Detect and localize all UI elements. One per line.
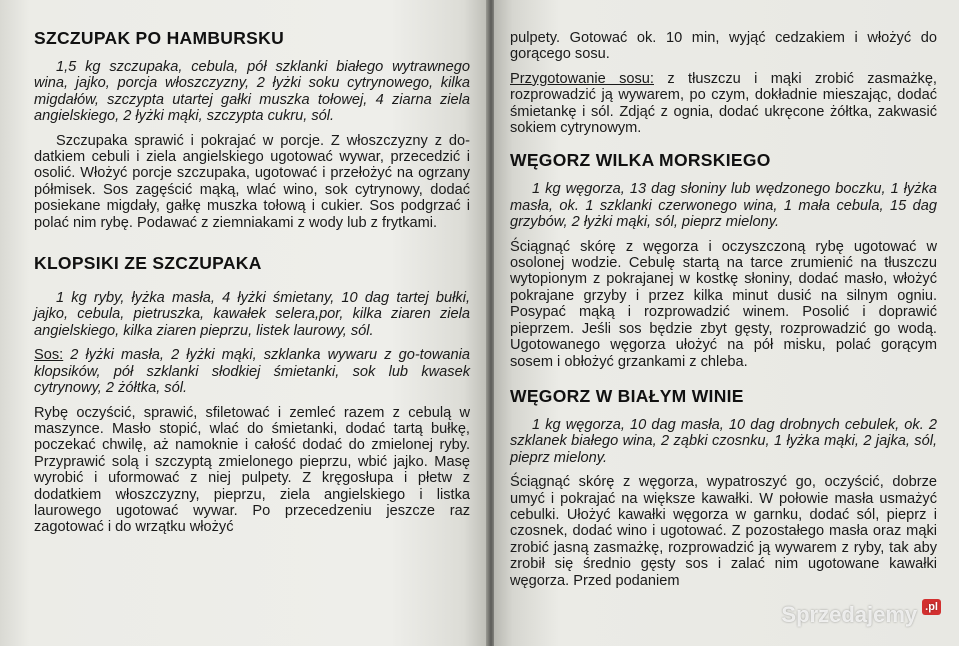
method-szczupak: Szczupaka sprawić i pokrajać w porcje. Z włoszczyzny z do-datkiem cebuli i ziela angielskiego ugotować wywar, przecedzić i osolić. Włożyć porcje szczupaka, ugotować i przełożyć na ogrzany półmisek. Sos zagęścić mąką, wlać wino, sok cytrynowy, dodać posiekane migdały, gałkę muszka tołową i cukier. Sos podgrzać i polać nim rybę. Podawać z ziemniakami z wody lub z frytkami. bbox=[34, 132, 470, 231]
recipe-title-wegorz-wino: WĘGORZ W BIAŁYM WINIE bbox=[510, 385, 744, 406]
sauce-preparation-label: Przygotowanie sosu: bbox=[510, 70, 654, 87]
watermark-logo bbox=[781, 602, 941, 628]
ingredients-wegorz-wilka: 1 kg węgorza, 13 dag słoniny lub wędzonego boczku, 1 łyżka masła, ok. 1 szklanki czerwonego wina, 1 mała cebula, 15 dag grzybów, 2 łyżki mąki, sól, pieprz mielony. bbox=[510, 181, 937, 231]
watermark-badge: .pl bbox=[922, 599, 941, 615]
sauce-preparation-text: z tłuszczu i mąki zrobić zasmażkę, rozprowadzić ją wywarem, po czym, dokładnie mieszając, dodać śmietankę i sól. Zdjąć z ognia, dodać ukręcone żółtka, zakwasić sokiem cytrynowym. bbox=[510, 70, 937, 137]
recipe-title-szczupak: SZCZUPAK PO HAMBURSKU bbox=[34, 28, 285, 48]
recipe-title-klopsiki: KLOPSIKI ZE SZCZUPAKA bbox=[34, 253, 262, 274]
ingredients-klopsiki: 1 kg ryby, łyżka masła, 4 łyżki śmietany, 10 dag tartej bułki, jajko, cebula, pietruszka, kawałek selera,por, kilka ziaren ziela angielskiego, kilka ziaren pieprzu, listek laurowy, sól. bbox=[34, 290, 470, 339]
ingredients-wegorz-wino: 1 kg węgorza, 10 dag masła, 10 dag drobnych cebulek, ok. 2 szklanek białego wina, 2 ząbki czosnku, 1 łyżka mąki, 2 jajka, sól, pieprz mielony. bbox=[510, 416, 937, 466]
recipe-title-wegorz-wilka: WĘGORZ WILKA MORSKIEGO bbox=[510, 150, 771, 171]
method-klopsiki-continued: pulpety. Gotować ok. 10 min, wyjąć cedzakiem i włożyć do gorącego sosu. bbox=[510, 30, 937, 63]
sauce-label: Sos: bbox=[34, 347, 64, 364]
method-klopsiki: Rybę oczyścić, sprawić, sfiletować i zemleć razem z cebulą w maszynce. Masło stopić, wlać do śmietanki, dodać tartą bułkę, poczekać chwilę, aż namoknie i całość dodać do zmielonej ryby. Przyprawić solą i szczyptą zmielonego pieprzu, wbić jajko. Masę wyrobić i uformować z niej pulpety. Z kręgosłupa i płetw z dodatkiem włoszczyzny, pieprzu, ziela angielskiego i listka laurowego ugotować wywar. Po przecedzeniu jeszcze raz zagotować i do wrzątku włożyć bbox=[34, 404, 470, 536]
method-wegorz-wino: Ściągnąć skórę z węgorza, wypatroszyć go, oczyścić, dobrze umyć i pokrajać na większe kawałki. W połowie masła usmażyć cebulki. Ułożyć kawałki węgorza w garnku, dodać sól, pieprz i czosnek, dodać wino i ugotować. Z pozostałego masła oraz mąki zrobić jasną zasmażkę, rozprowadzić ją wywarem z ryby, tak aby zrobił się średnio gęsty sos i zalać nim ugotowane kawałki węgorza. Przed podaniem bbox=[510, 474, 937, 589]
sauce-preparation bbox=[510, 71, 937, 137]
sauce-text: 2 łyżki masła, 2 łyżki mąki, szklanka wywaru z go-towania klopsików, pół szklanki słodkiej śmietanki, sok lub kwasek cytrynowy, 2 żółtka, sól. bbox=[34, 347, 470, 397]
right-page bbox=[494, 0, 959, 646]
ingredients-szczupak: 1,5 kg szczupaka, cebula, pół szklanki białego wytrawnego wina, jajko, porcja włoszczyzny, 2 łyżki soku cytrynowego, kilka migdałów, szczypta utartej gałki muszka tołowej, 4 ziarna ziela angielskiego, 2 łyżki mąki, szczypta cukru, sól. bbox=[34, 59, 470, 125]
sauce-klopsiki bbox=[34, 347, 470, 396]
watermark-text: Sprzedajemy bbox=[781, 602, 918, 627]
method-wegorz-wilka: Ściągnąć skórę z węgorza i oczyszczoną rybę ugotować w osolonej wodzie. Cebulę startą na tarce zrumienić na tłuszczu wytopionym z pokrajanej w kostkę słoniny, dodać masło, włożyć pokrajane grzyby i przez kilka minut dusić na silnym ogniu. Posypać mąką i rozprowadzić winem. Posolić i doprawić pieprzem. Jeśli sos będzie zbyt gęsty, rozprowadzić go wodą. Ugotowanego węgorza ułożyć na pół misku, polać gorącym sosem i obłożyć grzankami z chleba. bbox=[510, 238, 937, 370]
